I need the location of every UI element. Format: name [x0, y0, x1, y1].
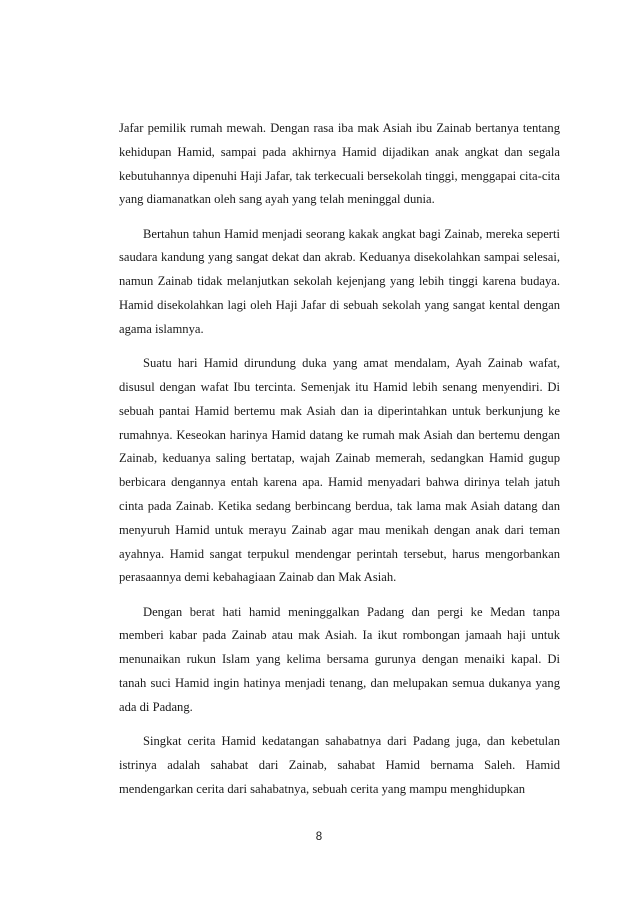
paragraph-1: Jafar pemilik rumah mewah. Dengan rasa iba mak Asiah ibu Zainab bertanya tentang kehidupan Hamid, sampai pada akhirnya Hamid dijadikan anak angkat dan segala kebutuhannya dipenuhi Haji Jafar, tak terkecuali bersekolah tinggi, menggapai cita-cita yang diamanatkan oleh sang ayah yang telah meninggal dunia. [119, 121, 560, 207]
body-text [119, 117, 560, 812]
paragraph-4: Dengan berat hati hamid meninggalkan Padang dan pergi ke Medan tanpa memberi kabar pada Zainab atau mak Asiah. Ia ikut rombongan jamaah haji untuk menunaikan rukun Islam yang kelima bersama gurunya dengan menaiki kapal. Di tanah suci Hamid ingin hatinya menjadi tenang, dan melupakan semua dukanya yang ada di Padang. [119, 604, 560, 714]
paragraph-3: Suatu hari Hamid dirundung duka yang amat mendalam, Ayah Zainab wafat, disusul dengan wafat Ibu tercinta. Semenjak itu Hamid lebih senang menyendiri. Di sebuah pantai Hamid bertemu mak Asiah dan ia diperintahkan untuk berkunjung ke rumahnya. Keseokan harinya Hamid datang ke rumah mak Asiah dan bertemu dengan Zainab, keduanya saling bertatap, wajah Zainab memerah, sedangkan Hamid gugup berbicara dengannya entah karena apa. Hamid menyadari bahwa dirinya telah jatuh cinta pada Zainab. Ketika sedang berbincang berdua, tak lama mak Asiah datang dan menyuruh Hamid untuk merayu Zainab agar mau menikah dengan anak dari teman ayahnya. Hamid sangat terpukul mendengar perintah tersebut, harus mengorbankan perasaannya demi kebahagiaan Zainab dan Mak Asiah. [119, 356, 560, 585]
paragraph-2: Bertahun tahun Hamid menjadi seorang kakak angkat bagi Zainab, mereka seperti saudara kandung yang sangat dekat dan akrab. Keduanya disekolahkan sampai selesai, namun Zainab tidak melanjutkan sekolah kejenjang yang lebih tinggi karena budaya. Hamid disekolahkan lagi oleh Haji Jafar di sebuah sekolah yang sangat kental dengan agama islamnya. [119, 226, 560, 336]
page-number: 8 [315, 831, 323, 843]
paragraph-5: Singkat cerita Hamid kedatangan sahabatnya dari Padang juga, dan kebetulan istrinya adalah sahabat dari Zainab, sahabat Hamid bernama Saleh. Hamid mendengarkan cerita dari sahabatnya, sebuah cerita yang mampu menghidupkan [119, 734, 560, 796]
